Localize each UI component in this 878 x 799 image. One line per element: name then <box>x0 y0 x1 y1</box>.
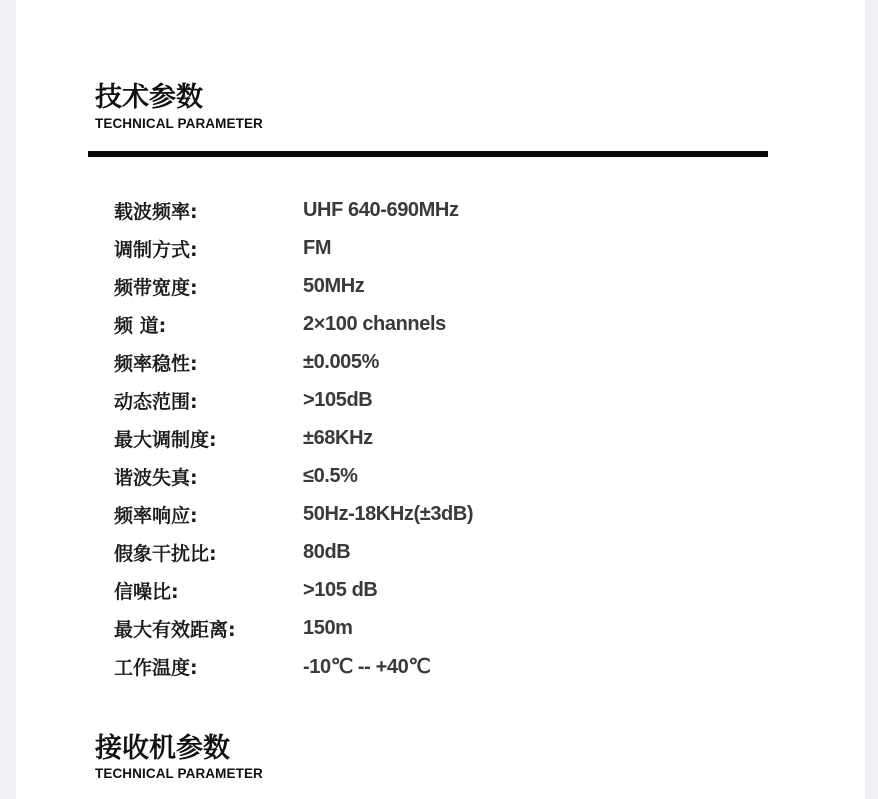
spec-label: 调制方式: <box>114 238 198 261</box>
spec-value: -10℃ -- +40℃ <box>303 655 431 678</box>
spec-row-signal-to-noise <box>114 571 754 609</box>
spec-page <box>16 0 865 799</box>
spec-row-spurious-rejection <box>114 533 754 571</box>
spec-row-bandwidth <box>114 267 754 305</box>
spec-label: 频率稳性: <box>114 352 198 375</box>
spec-list <box>114 191 754 685</box>
spec-row-frequency-response <box>114 495 754 533</box>
spec-label: 动态范围: <box>114 390 198 413</box>
spec-value: ≤0.5% <box>303 464 358 487</box>
spec-row-harmonic-distortion <box>114 457 754 495</box>
spec-value: 150m <box>303 616 353 639</box>
section-divider <box>88 151 768 157</box>
section-title-receiver-parameters: 接收机参数 <box>95 733 230 764</box>
spec-row-max-range <box>114 609 754 647</box>
spec-value: 2×100 channels <box>303 312 446 335</box>
spec-row-max-deviation <box>114 419 754 457</box>
spec-row-frequency-stability <box>114 343 754 381</box>
spec-value: 50Hz-18KHz(±3dB) <box>303 502 474 525</box>
spec-label: 最大调制度: <box>114 428 217 451</box>
section-title-technical-parameters: 技术参数 <box>95 82 203 113</box>
spec-label: 谐波失真: <box>114 466 198 489</box>
spec-row-dynamic-range <box>114 381 754 419</box>
spec-label: 假象干扰比: <box>114 542 217 565</box>
spec-label: 工作温度: <box>114 656 198 679</box>
spec-value: >105dB <box>303 388 373 411</box>
spec-value: UHF 640-690MHz <box>303 198 459 221</box>
spec-label: 载波频率: <box>114 200 198 223</box>
spec-value: ±0.005% <box>303 350 380 373</box>
spec-label: 最大有效距离: <box>114 618 236 641</box>
spec-value: 50MHz <box>303 274 365 297</box>
spec-value: FM <box>303 236 332 259</box>
spec-value: ±68KHz <box>303 426 373 449</box>
spec-row-modulation <box>114 229 754 267</box>
spec-row-operating-temperature <box>114 647 754 685</box>
spec-value: >105 dB <box>303 578 378 601</box>
spec-value: 80dB <box>303 540 351 563</box>
spec-label: 频率响应: <box>114 504 198 527</box>
spec-label: 频带宽度: <box>114 276 198 299</box>
spec-row-carrier-frequency <box>114 191 754 229</box>
spec-label: 频 道: <box>114 314 167 337</box>
section-subtitle-receiver-parameters: TECHNICAL PARAMETER <box>95 766 263 781</box>
spec-label: 信噪比: <box>114 580 179 603</box>
spec-row-channels <box>114 305 754 343</box>
section-subtitle-technical-parameters: TECHNICAL PARAMETER <box>95 116 263 131</box>
